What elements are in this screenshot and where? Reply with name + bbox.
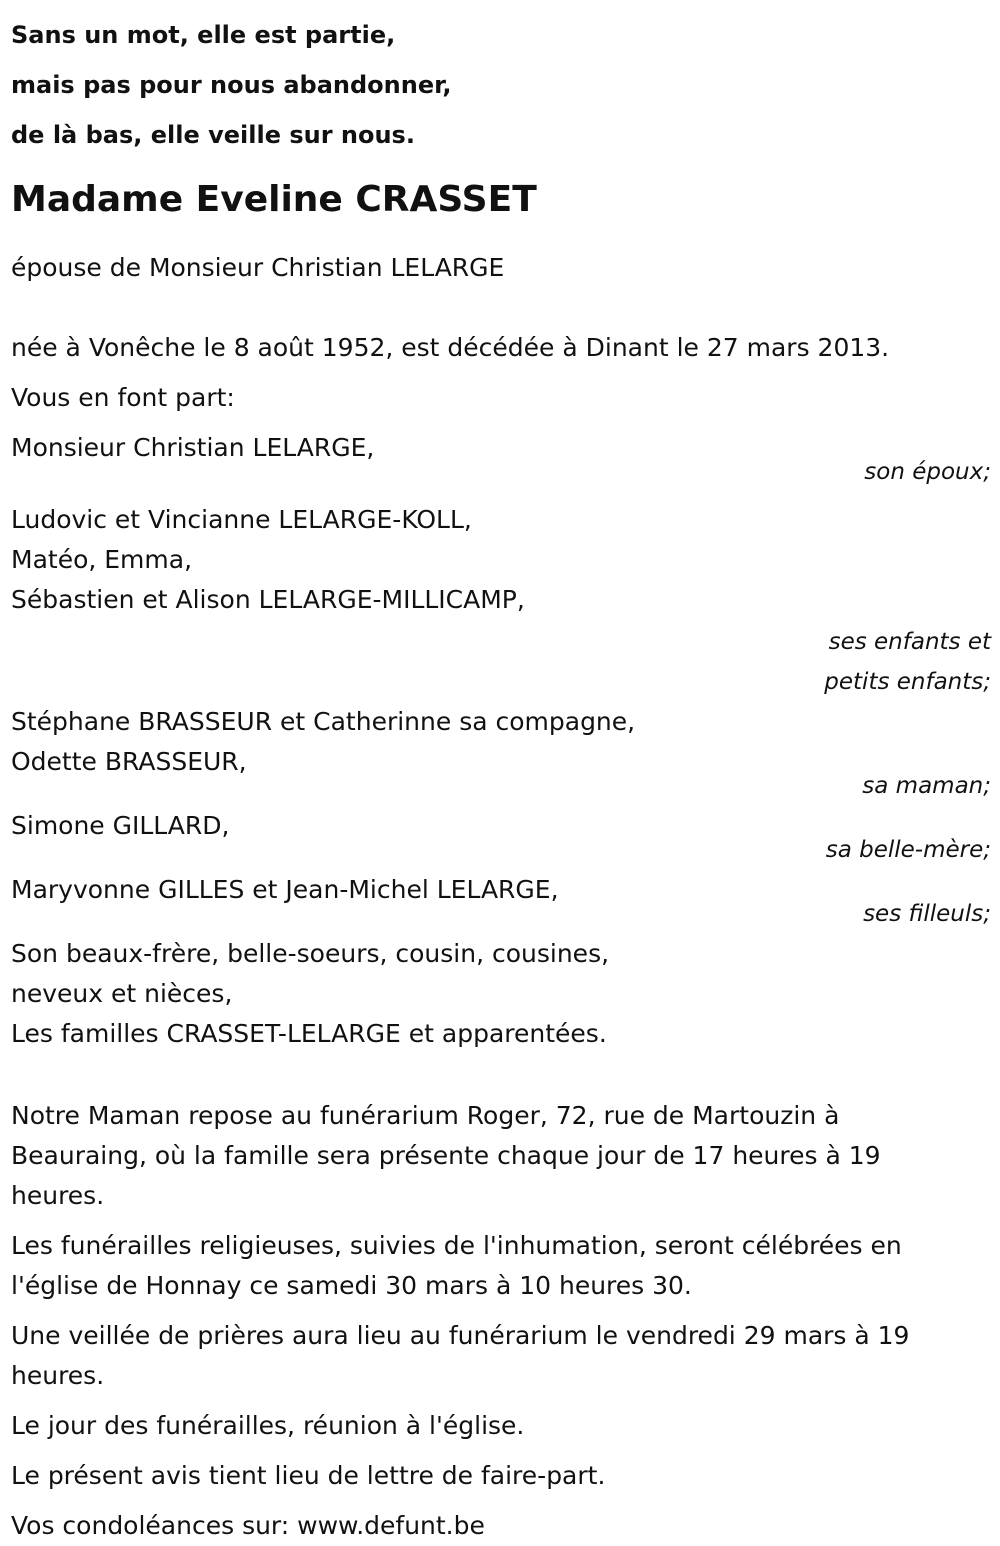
deceased-name: Madame Eveline CRASSET — [11, 179, 537, 220]
birth-death-line: née à Vonêche le 8 août 1952, est décédée à Dinant le 27 mars 2013. — [11, 333, 890, 362]
family-role: ses filleuls; — [863, 901, 991, 927]
family-name-line: neveux et nièces, — [11, 979, 233, 1008]
family-name-line: Matéo, Emma, — [11, 545, 193, 574]
family-name-line: Les familles CRASSET-LELARGE et apparentées. — [11, 1019, 607, 1048]
details-paragraph: Le présent avis tient lieu de lettre de faire-part. — [11, 1461, 606, 1490]
poem-line: de là bas, elle veille sur nous. — [11, 121, 415, 149]
family-name-line: Son beaux-frère, belle-soeurs, cousin, cousines, — [11, 939, 610, 968]
family-group-spouse — [11, 428, 991, 492]
spouse-line: épouse de Monsieur Christian LELARGE — [11, 253, 505, 282]
poem — [11, 0, 991, 160]
family-role: son époux; — [864, 459, 991, 485]
family-role: ses enfants et — [828, 629, 991, 655]
family-name-line: Sébastien et Alison LELARGE-MILLICAMP, — [11, 585, 525, 614]
condolences-line: Vos condoléances sur: www.defunt.be — [11, 1511, 485, 1540]
poem-line: mais pas pour nous abandonner, — [11, 71, 452, 99]
family-group-mother-in-law — [11, 806, 991, 870]
family-role: sa belle-mère; — [825, 837, 991, 863]
details-paragraph: Les funérailles religieuses, suivies de l'inhumation, seront célébrées en l'église de Honnay ce samedi 30 mars à 10 heures 30. — [11, 1231, 902, 1300]
obituary-notice — [11, 0, 991, 1546]
details-paragraph: Le jour des funérailles, réunion à l'église. — [11, 1411, 525, 1440]
family-group-children — [11, 500, 991, 702]
family-name-line: Monsieur Christian LELARGE, — [11, 433, 375, 462]
family-group-godchildren — [11, 870, 991, 934]
family-name-line: Maryvonne GILLES et Jean-Michel LELARGE, — [11, 875, 559, 904]
family-name-line: Stéphane BRASSEUR et Catherinne sa compagne, — [11, 707, 636, 736]
details-paragraph: Notre Maman repose au funérarium Roger, 72, rue de Martouzin à Beauraing, où la famille sera présente chaque jour de 17 heures à 19 heures. — [11, 1101, 881, 1210]
funeral-details — [11, 1096, 971, 1546]
family-group-mother — [11, 702, 991, 806]
family-role: sa maman; — [862, 773, 991, 799]
family-group-relatives — [11, 934, 991, 1054]
family-name-line: Odette BRASSEUR, — [11, 747, 247, 776]
details-paragraph: Une veillée de prières aura lieu au funérarium le vendredi 29 mars à 19 heures. — [11, 1321, 910, 1390]
family-name-line: Ludovic et Vincianne LELARGE-KOLL, — [11, 505, 472, 534]
announce-line: Vous en font part: — [11, 383, 235, 412]
family-role: petits enfants; — [824, 669, 991, 695]
family-name-line: Simone GILLARD, — [11, 811, 230, 840]
poem-line: Sans un mot, elle est partie, — [11, 21, 396, 49]
